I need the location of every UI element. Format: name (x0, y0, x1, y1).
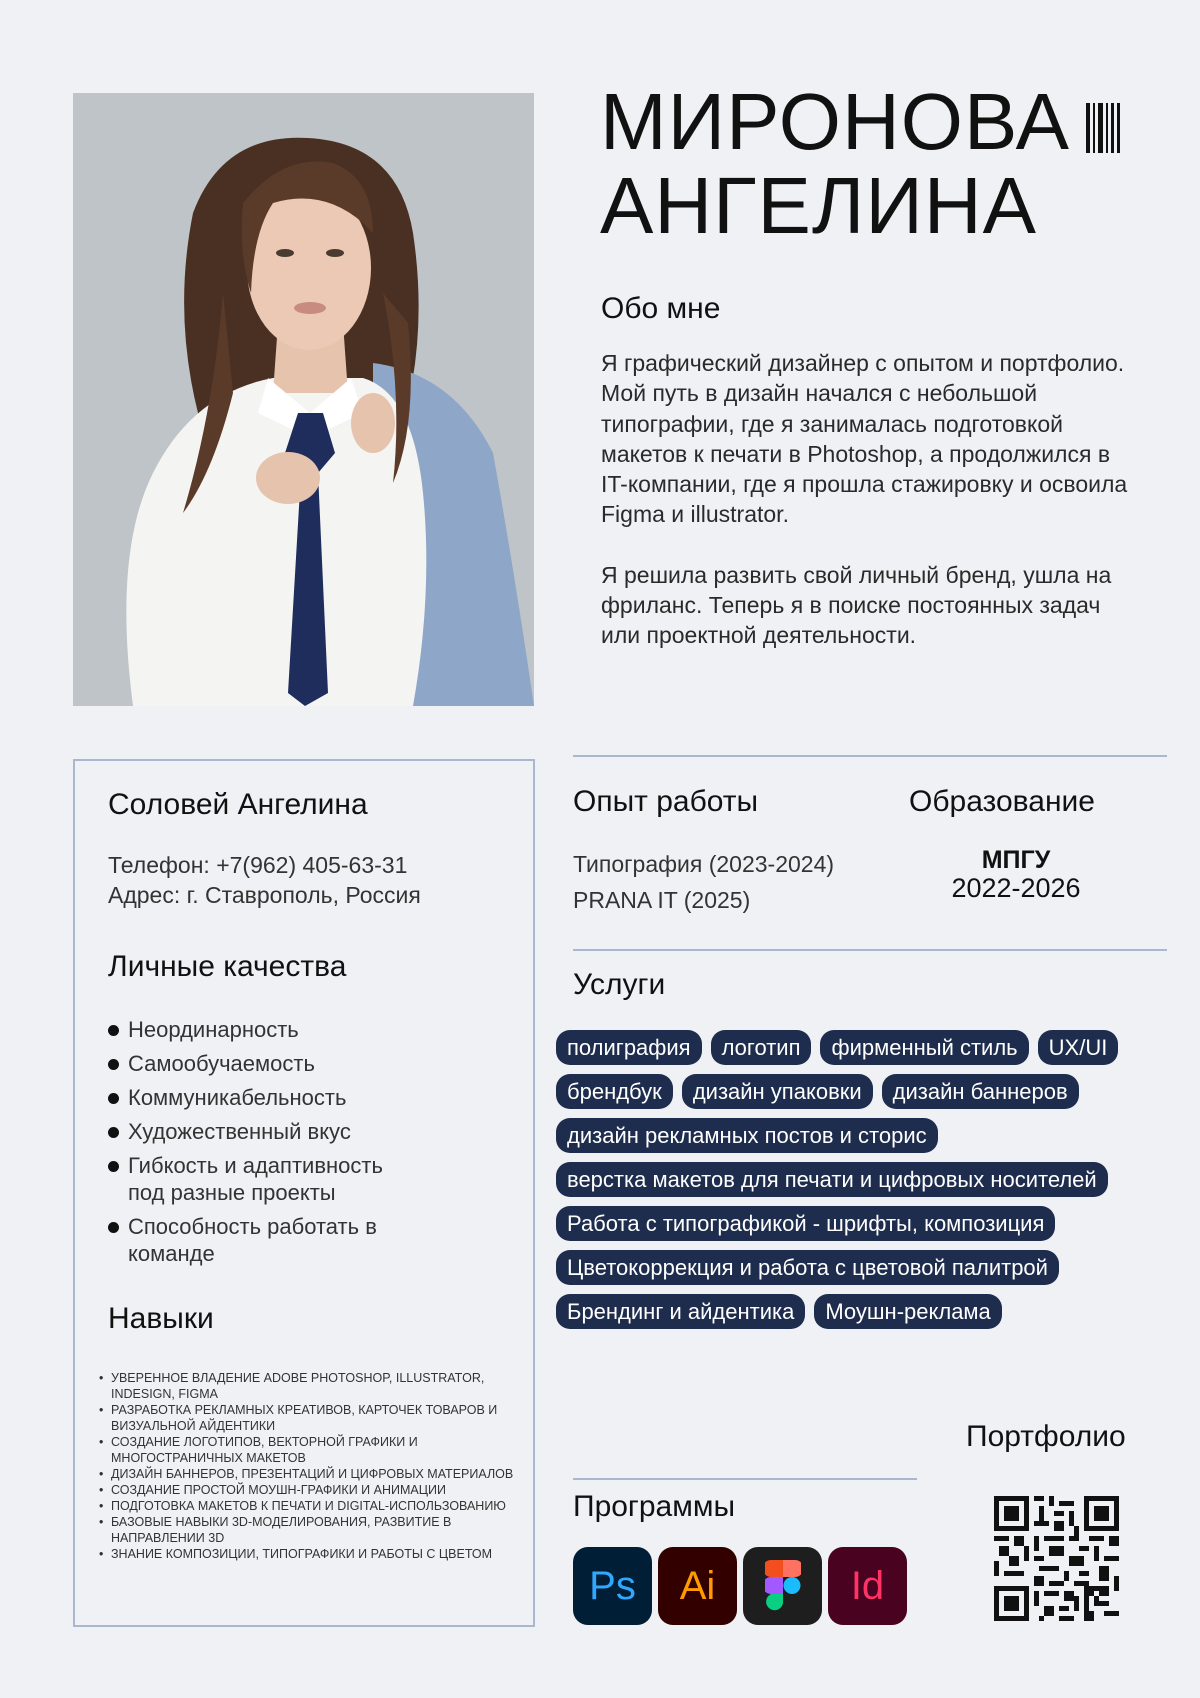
portfolio-heading: Портфолио (966, 1420, 1126, 1453)
service-tag: дизайн упаковки (682, 1074, 873, 1109)
divider (573, 755, 1167, 757)
list-item: Гибкость и адаптивность под разные проекты (108, 1152, 418, 1206)
service-tag: фирменный стиль (820, 1030, 1028, 1065)
skills-heading: Навыки (108, 1302, 214, 1335)
service-tag: полиграфия (556, 1030, 702, 1065)
list-item: • ДИЗАЙН БАННЕРОВ, ПРЕЗЕНТАЦИЙ И ЦИФРОВЫХ МАТЕРИАЛОВ (99, 1466, 524, 1482)
contact-panel (73, 759, 535, 1627)
list-item: • ПОДГОТОВКА МАКЕТОВ К ПЕЧАТИ И DIGITAL-ИСПОЛЬЗОВАНИЮ (99, 1498, 524, 1514)
service-tag: Цветокоррекция и работа с цветовой палитрой (556, 1250, 1059, 1285)
services-heading: Услуги (573, 968, 666, 1001)
divider (573, 1478, 917, 1480)
experience-item: PRANA IT (2025) (573, 887, 751, 913)
photoshop-icon: Ps (573, 1547, 652, 1625)
list-item: Самообучаемость (108, 1050, 508, 1077)
service-tag: Работа с типографикой - шрифты, композиция (556, 1206, 1055, 1241)
programs-list (573, 1547, 907, 1625)
list-item: Неординарность (108, 1016, 508, 1043)
service-tag: Брендинг и айдентика (556, 1294, 805, 1329)
experience-item: Типография (2023-2024) (573, 851, 835, 877)
list-item: Художественный вкус (108, 1118, 508, 1145)
service-tag: дизайн рекламных постов и сторис (556, 1118, 938, 1153)
full-name-title (600, 77, 1071, 250)
contact-name: Соловей Ангелина (108, 788, 368, 821)
service-tag: логотип (711, 1030, 812, 1065)
contact-phone: Телефон: +7(962) 405-63-31 (108, 852, 408, 878)
list-item: • ЗНАНИЕ КОМПОЗИЦИИ, ТИПОГРАФИКИ И РАБОТЫ С ЦВЕТОМ (99, 1546, 524, 1562)
about-heading: Обо мне (601, 292, 721, 325)
surname-line: МИРОНОВА (600, 77, 1071, 166)
indesign-icon: Id (828, 1547, 907, 1625)
profile-photo (73, 93, 534, 706)
qr-code-icon[interactable] (994, 1496, 1119, 1621)
illustrator-icon: Ai (658, 1547, 737, 1625)
service-tag: брендбук (556, 1074, 673, 1109)
firstname-line: АНГЕЛИНА (600, 161, 1037, 250)
service-tag: Моушн-реклама (814, 1294, 1001, 1329)
education-institution: МПГУ (981, 846, 1051, 874)
service-tag: дизайн баннеров (882, 1074, 1079, 1109)
about-text (601, 348, 1141, 681)
list-item: Коммуникабельность (108, 1084, 508, 1111)
programs-heading: Программы (573, 1490, 736, 1523)
list-item: • СОЗДАНИЕ ПРОСТОЙ МОУШН-ГРАФИКИ И АНИМАЦИИ (99, 1482, 524, 1498)
list-item: • УВЕРЕННОЕ ВЛАДЕНИЕ ADOBE PHOTOSHOP, ILLUSTRATOR, INDESIGN, FIGMA (99, 1370, 524, 1402)
contact-address: Адрес: г. Ставрополь, Россия (108, 882, 421, 908)
list-item: • РАЗРАБОТКА РЕКЛАМНЫХ КРЕАТИВОВ, КАРТОЧЕК ТОВАРОВ И ВИЗУАЛЬНОЙ АЙДЕНТИКИ (99, 1402, 524, 1434)
qualities-heading: Личные качества (108, 950, 347, 983)
education-years: 2022-2026 (951, 873, 1081, 903)
divider (573, 949, 1167, 951)
skills-list (99, 1370, 524, 1562)
services-tags (556, 1030, 1156, 1338)
about-paragraph: Я решила развить свой личный бренд, ушла на фриланс. Теперь я в поиске постоянных задач или проектной деятельности. (601, 561, 1112, 649)
about-paragraph: Я графический дизайнер с опытом и портфолио. Мой путь в дизайн начался с небольшой типографии, где я занималась подготовкой макетов к печати в Photoshop, а продолжился в IT-компании, где я прошла стажировку и освоила Figma и illustrator. (601, 350, 1128, 528)
list-item: • БАЗОВЫЕ НАВЫКИ 3D-МОДЕЛИРОВАНИЯ, РАЗВИТИЕ В НАПРАВЛЕНИИ 3D (99, 1514, 524, 1546)
figma-icon (743, 1547, 822, 1625)
service-tag: UX/UI (1038, 1030, 1119, 1065)
service-tag: верстка макетов для печати и цифровых носителей (556, 1162, 1108, 1197)
education-heading: Образование (909, 785, 1095, 818)
barcode-icon (1086, 103, 1120, 153)
list-item: Способность работать в команде (108, 1213, 408, 1267)
qualities-list (108, 1016, 508, 1274)
experience-heading: Опыт работы (573, 785, 759, 818)
list-item: • СОЗДАНИЕ ЛОГОТИПОВ, ВЕКТОРНОЙ ГРАФИКИ И МНОГОСТРАНИЧНЫХ МАКЕТОВ (99, 1434, 524, 1466)
